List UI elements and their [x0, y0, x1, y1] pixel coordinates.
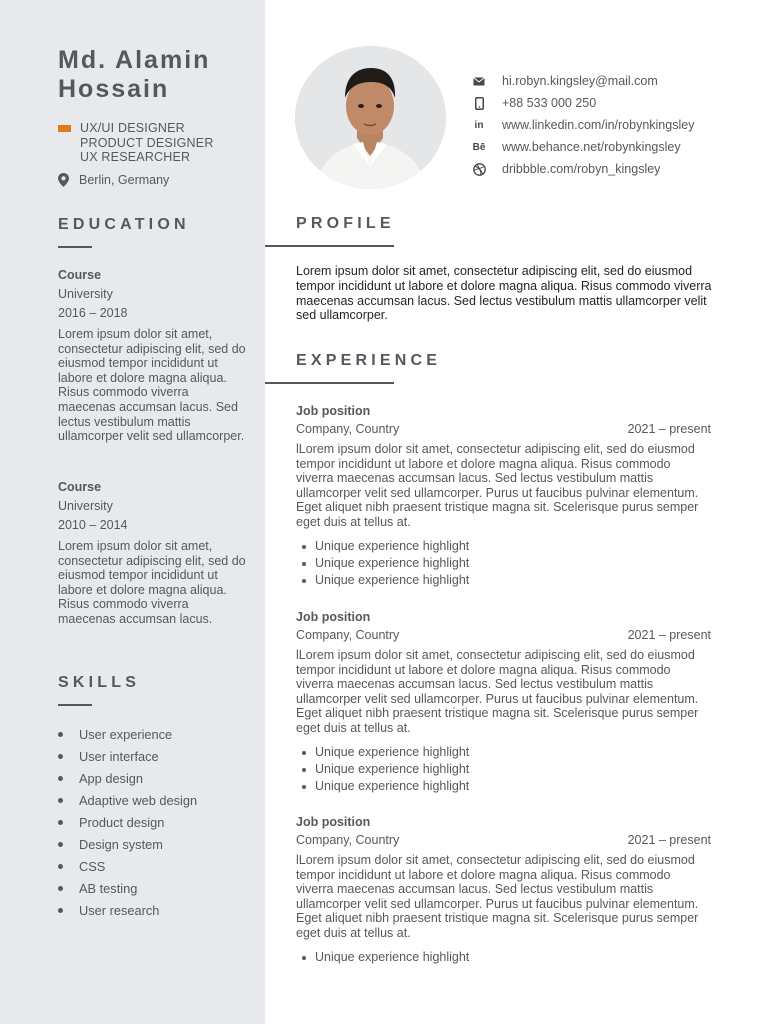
skills-divider: [58, 704, 92, 706]
edu-university: University: [58, 287, 113, 301]
job-title: UX RESEARCHER: [80, 150, 191, 165]
bullet-icon: [58, 842, 63, 847]
experience-item: [296, 404, 711, 589]
job-description: lLorem ipsum dolor sit amet, consectetur adipiscing elit, sed do eiusmod tempor incididunt ut labore et dolore magna aliqua. Risus commodo viverra maecenas accumsan lacus. Sed lectus vestibulum mattis ullamcorper velit sed ullamcorper. Purus ut faucibus pulvinar elementum. Eget aliquet nibh praesent tristique magna sit. Scelerisque purus semper eget duis at tellus at.: [296, 853, 699, 940]
education-heading: EDUCATION: [58, 216, 190, 233]
highlight-item: Unique experience highlight: [296, 761, 711, 778]
education-item: [58, 268, 248, 444]
job-dates: 2021 – present: [627, 628, 711, 642]
bullet-icon: [58, 908, 63, 913]
bullet-icon: [302, 768, 306, 772]
job-description: lLorem ipsum dolor sit amet, consectetur adipiscing elit, sed do eiusmod tempor incididunt ut labore et dolore magna aliqua. Risus commodo viverra maecenas accumsan lacus. Sed lectus vestibulum mattis ullamcorper velit sed ullamcorper. Purus ut faucibus pulvinar elementum. Eget aliquet nibh praesent tristique magna sit. Scelerisque purus semper eget duis at tellus at.: [296, 442, 699, 529]
skills-list: [58, 724, 197, 922]
skill-item: Design system: [58, 834, 197, 856]
skill-item: User experience: [58, 724, 197, 746]
bullet-icon: [58, 886, 63, 891]
skill-item: CSS: [58, 856, 197, 878]
education-divider: [58, 246, 92, 248]
edu-university: University: [58, 499, 113, 513]
phone-icon: [472, 96, 486, 110]
job-title: PRODUCT DESIGNER: [80, 135, 214, 150]
contact-email[interactable]: hi.robyn.kingsley@mail.com: [472, 70, 694, 92]
highlight-item: Unique experience highlight: [296, 538, 711, 555]
highlight-item: Unique experience highlight: [296, 778, 711, 795]
experience-item: [296, 610, 711, 795]
bullet-icon: [302, 545, 306, 549]
bullet-icon: [58, 798, 63, 803]
highlight-item: Unique experience highlight: [296, 572, 711, 589]
skill-item: Adaptive web design: [58, 790, 197, 812]
job-position: Job position: [296, 404, 371, 418]
sidebar: [0, 0, 265, 1024]
bullet-icon: [58, 864, 63, 869]
email-icon: [472, 74, 486, 88]
profile-photo: [295, 46, 446, 189]
location: [58, 173, 169, 187]
skill-item: User interface: [58, 746, 197, 768]
edu-description: Lorem ipsum dolor sit amet, consectetur adipiscing elit, sed do eiusmod tempor incididunt ut labore et dolore magna aliqua. Risus commodo viverra maecenas accumsan lacus.: [58, 539, 246, 626]
job-highlights: [296, 744, 711, 795]
skill-item: Product design: [58, 812, 197, 834]
job-position: Job position: [296, 815, 371, 829]
experience-heading: EXPERIENCE: [296, 352, 442, 369]
bullet-icon: [302, 751, 306, 755]
job-description: lLorem ipsum dolor sit amet, consectetur adipiscing elit, sed do eiusmod tempor incididunt ut labore et dolore magna aliqua. Risus commodo viverra maecenas accumsan lacus. Sed lectus vestibulum mattis ullamcorper velit sed ullamcorper. Purus ut faucibus pulvinar elementum. Eget aliquet nibh praesent tristique magna sit. Scelerisque purus semper eget duis at tellus at.: [296, 648, 699, 735]
skill-item: User research: [58, 900, 197, 922]
profile-heading: PROFILE: [296, 215, 395, 232]
location-pin-icon: [58, 173, 69, 187]
dribbble-icon: [472, 162, 486, 176]
job-dates: 2021 – present: [627, 422, 711, 436]
bullet-icon: [302, 785, 306, 789]
job-company: Company, Country: [296, 833, 400, 847]
highlight-item: Unique experience highlight: [296, 949, 711, 966]
bullet-icon: [302, 579, 306, 583]
contact-behance[interactable]: Bē www.behance.net/robynkingsley: [472, 140, 681, 154]
linkedin-icon: in: [474, 119, 484, 131]
job-dates: 2021 – present: [627, 833, 711, 847]
contact-dribbble[interactable]: dribbble.com/robyn_kingsley: [472, 158, 694, 180]
edu-description: Lorem ipsum dolor sit amet, consectetur adipiscing elit, sed do eiusmod tempor incididunt ut labore et dolore magna aliqua. Risus commodo viverra maecenas accumsan lacus. Sed lectus vestibulum mattis ullamcorper velit sed ullamcorper.: [58, 327, 246, 444]
bullet-icon: [302, 562, 306, 566]
profile-divider: [265, 245, 394, 247]
education-item: [58, 480, 248, 627]
edu-course: Course: [58, 480, 102, 494]
skill-item: App design: [58, 768, 197, 790]
edu-years: 2010 – 2014: [58, 518, 128, 532]
accent-marker: [58, 125, 71, 132]
highlight-item: Unique experience highlight: [296, 555, 711, 572]
highlight-item: Unique experience highlight: [296, 744, 711, 761]
candidate-name: Md. Alamin Hossain: [58, 46, 211, 103]
job-highlights: [296, 949, 711, 966]
job-company: Company, Country: [296, 422, 400, 436]
job-highlights: [296, 538, 711, 589]
contact-linkedin[interactable]: in www.linkedin.com/in/robynkingsley: [472, 114, 694, 136]
edu-course: Course: [58, 268, 102, 282]
skills-heading: SKILLS: [58, 674, 141, 691]
experience-item: [296, 815, 711, 966]
behance-icon: Bē: [472, 141, 486, 153]
bullet-icon: [58, 754, 63, 759]
job-position: Job position: [296, 610, 371, 624]
bullet-icon: [302, 956, 306, 960]
contact-list: [472, 70, 694, 180]
profile-summary: Lorem ipsum dolor sit amet, consectetur adipiscing elit, sed do eiusmod tempor incididunt ut labore et dolore magna aliqua. Risus commodo viverra maecenas accumsan lacus. Sed lectus vestibulum mattis ullamcorper velit sed ullamcorper.: [296, 264, 712, 323]
bullet-icon: [58, 776, 63, 781]
experience-divider: [265, 382, 394, 384]
job-titles: [58, 121, 214, 165]
job-title: UX/UI DESIGNER: [80, 121, 185, 135]
contact-phone[interactable]: +88 533 000 250: [472, 92, 694, 114]
bullet-icon: [58, 820, 63, 825]
skill-item: AB testing: [58, 878, 197, 900]
location-text: Berlin, Germany: [79, 173, 170, 187]
main-content: [265, 0, 768, 1024]
job-company: Company, Country: [296, 628, 400, 642]
bullet-icon: [58, 732, 63, 737]
edu-years: 2016 – 2018: [58, 306, 128, 320]
